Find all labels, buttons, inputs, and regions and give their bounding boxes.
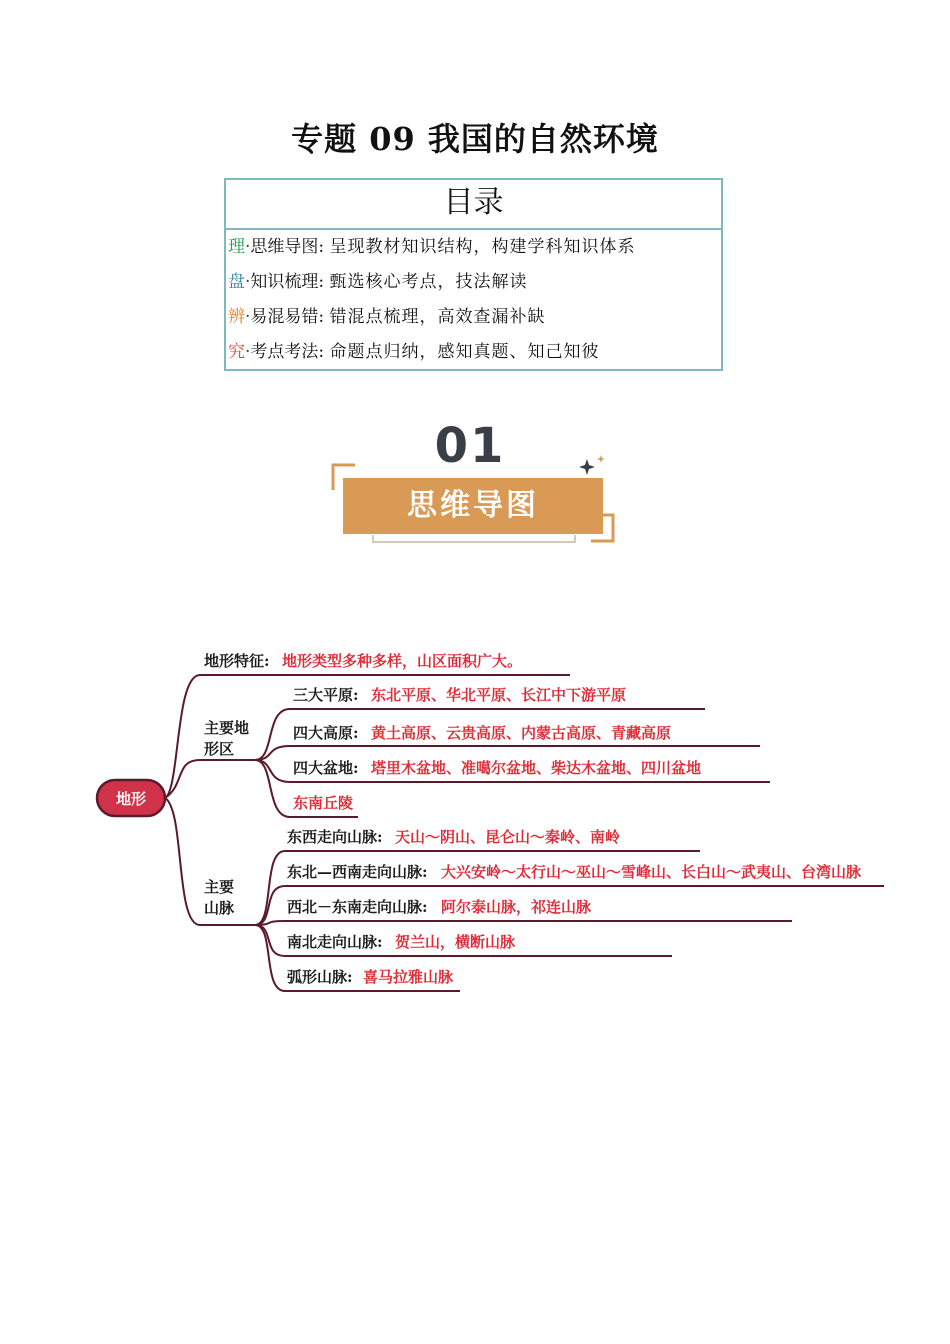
toc-name: 易混易错:: [250, 307, 325, 327]
toc-name: 知识梳理:: [250, 272, 325, 292]
item-label: 西北－东南走向山脉:: [287, 898, 428, 916]
branch-line-plateaus: [255, 746, 760, 760]
item-value: 东南丘陵: [293, 794, 354, 812]
group-landforms-label: 主要地: [204, 719, 250, 737]
toc-desc: 命题点归纳，感知真题、知己知彼: [329, 342, 600, 362]
toc-dot: ·: [245, 342, 251, 362]
item-value: 东北平原、华北平原、长江中下游平原: [371, 686, 627, 704]
item-label: 东西走向山脉:: [287, 828, 383, 846]
toc-name: 思维导图:: [250, 237, 325, 257]
item-label: 南北走向山脉:: [287, 933, 383, 951]
feature-label: 地形特征:: [204, 652, 270, 670]
section-label: 思维导图: [343, 478, 603, 534]
item-value: 塔里木盆地、准噶尔盆地、柴达木盆地、四川盆地: [371, 759, 702, 777]
feature-value: 地形类型多种多样，山区面积广大。: [282, 652, 523, 670]
branch-line-nwse: [255, 921, 792, 925]
toc-dot: ·: [245, 272, 251, 292]
group-landforms-label: 形区: [204, 740, 235, 758]
branch-line-landforms: [165, 760, 262, 798]
toc-dot: ·: [245, 307, 251, 327]
toc-key: 究: [228, 342, 245, 362]
toc-desc: 错混点梳理，高效查漏补缺: [329, 307, 546, 327]
section-number: 01: [434, 418, 506, 474]
group-mountains-label: 山脉: [204, 899, 235, 917]
item-value: 天山～阴山、昆仑山～秦岭、南岭: [395, 828, 621, 846]
item-value: 贺兰山，横断山脉: [395, 933, 516, 951]
page-title: 专题 09 我国的自然环境: [291, 120, 659, 158]
toc-name: 考点考法:: [250, 342, 325, 362]
toc-key: 辨: [228, 307, 245, 327]
item-label: 四大盆地:: [293, 759, 359, 777]
toc-heading: 目录: [226, 180, 721, 230]
toc-dot: ·: [245, 237, 251, 257]
toc-key: 理: [228, 237, 245, 257]
item-value: 阿尔泰山脉，祁连山脉: [441, 898, 592, 916]
toc-key: 盘: [228, 272, 245, 292]
group-mountains-label: 主要: [204, 878, 235, 896]
item-label: 三大平原:: [293, 686, 359, 704]
toc-desc: 呈现教材知识结构，构建学科知识体系: [329, 237, 636, 257]
root-label: 地形: [115, 790, 147, 808]
item-value: 黄土高原、云贵高原、内蒙古高原、青藏高原: [371, 724, 672, 742]
item-label: 东北—西南走向山脉:: [287, 863, 428, 881]
item-value: 大兴安岭～太行山～巫山～雪峰山、长白山～武夷山、台湾山脉: [441, 863, 862, 881]
item-value: 喜马拉雅山脉: [363, 968, 454, 986]
item-label: 弧形山脉:: [287, 968, 353, 986]
toc-desc: 甄选核心考点，技法解读: [329, 272, 528, 292]
item-label: 四大高原:: [293, 724, 359, 742]
